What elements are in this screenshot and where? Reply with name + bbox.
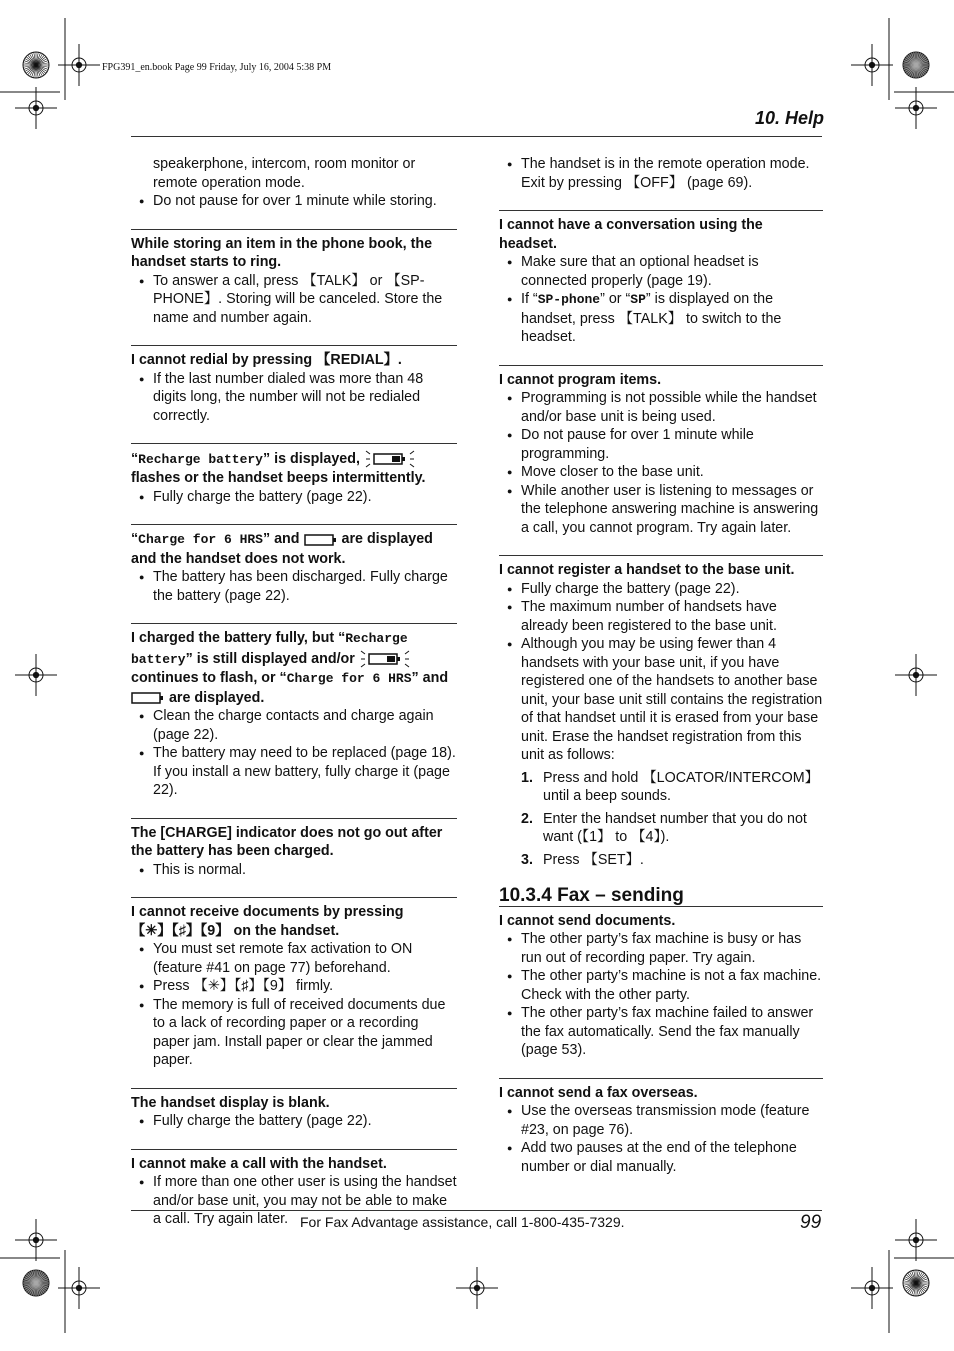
registration-star	[23, 52, 49, 78]
continued-block	[499, 155, 823, 192]
list-item: ● The other party’s fax machine failed to answer the fax automatically. Send the fax manually (page 53).	[499, 1004, 823, 1060]
block-title: “Charge for 6 HRS” and are displayed and the handset does not work.	[131, 531, 433, 567]
page-title: 10. Help	[754, 108, 824, 128]
registration-star	[23, 1270, 49, 1296]
list-item: ● If “SP-phone” or “SP” is displayed on the handset, press 【TALK】 to switch to the headset.	[499, 290, 823, 347]
troubleshoot-block	[131, 345, 457, 425]
registration-crosshair	[456, 1267, 498, 1309]
section-heading: 10.3.4 Fax – sending	[499, 885, 684, 906]
block-title: “Recharge battery” is displayed, flashes or the handset beeps intermittently.	[131, 450, 426, 487]
troubleshoot-block	[499, 906, 823, 1060]
block-title: While storing an item in the phone book, the handset starts to ring.	[131, 235, 433, 270]
registration-crosshair	[851, 44, 893, 86]
registration-crosshair	[851, 1267, 893, 1309]
registration-crosshair	[895, 1219, 937, 1261]
list-item: ● Fully charge the battery (page 22).	[499, 580, 823, 599]
step-item: 3. Press 【SET】.	[521, 851, 644, 868]
registration-star	[903, 1270, 929, 1296]
block-title: I cannot send a fax overseas.	[499, 1084, 698, 1101]
block-title: The [CHARGE] indicator does not go out after the battery has been charged.	[131, 824, 443, 860]
troubleshoot-block	[131, 623, 457, 799]
registration-crosshair	[15, 654, 57, 696]
list-item: ● Clean the charge contacts and charge again (page 22).	[131, 707, 457, 744]
troubleshoot-block	[131, 229, 457, 328]
list-item: ● Add two pauses at the end of the telephone number or dial manually.	[499, 1139, 823, 1176]
continued-text: speakerphone, intercom, room monitor or remote operation mode.	[153, 156, 416, 191]
block-title: The handset display is blank.	[131, 1094, 330, 1111]
registration-crosshair	[58, 44, 100, 86]
block-title: I cannot register a handset to the base unit.	[499, 562, 795, 578]
troubleshoot-block	[499, 365, 823, 538]
list-item: ● To answer a call, press 【TALK】 or 【SP-PHONE】. Storing will be canceled. Store the name and number again.	[131, 272, 457, 328]
list-item: ● Although you may be using fewer than 4 handsets with your base unit, if you have registered one of the handsets to another base unit, your base unit still contains the registration of that handset until it is erased from your base unit. Erase the handset registration from this unit as follows:	[499, 635, 823, 765]
troubleshoot-block	[131, 1088, 457, 1131]
flashing-battery-icon	[364, 449, 416, 469]
list-item: ● If the last number dialed was more than 48 digits long, the number will not be redialed correctly.	[131, 370, 457, 426]
continued-block	[131, 155, 457, 211]
registration-crosshair	[895, 654, 937, 696]
list-item: ● Do not pause for over 1 minute while programming.	[499, 426, 823, 463]
empty-battery-icon	[131, 690, 165, 706]
block-title: I cannot make a call with the handset.	[131, 1155, 387, 1172]
troubleshoot-block	[131, 897, 457, 1070]
list-item: ● If more than one other user is using the handset and/or base unit, you may not be able to make a call. Try again later.	[131, 1173, 457, 1229]
troubleshoot-block	[499, 1078, 823, 1177]
registration-crosshair	[15, 87, 57, 129]
block-title: I cannot send documents.	[499, 912, 676, 929]
troubleshoot-block	[499, 555, 823, 869]
footer-rule	[131, 1210, 822, 1211]
list-item: ● Press 【✳】【♯】【9】 firmly.	[131, 977, 457, 996]
troubleshoot-block	[131, 443, 457, 506]
empty-battery-icon	[304, 532, 338, 548]
list-item: ● The battery has been discharged. Fully charge the battery (page 22).	[131, 568, 457, 605]
step-item: 1. Press and hold 【LOCATOR/INTERCOM】 until a beep sounds.	[521, 769, 819, 804]
right-column	[499, 155, 823, 1194]
troubleshoot-block	[131, 818, 457, 880]
list-item: ● Use the overseas transmission mode (feature #23, on page 76).	[499, 1102, 823, 1139]
list-item: ● Make sure that an optional headset is connected properly (page 19).	[499, 253, 823, 290]
troubleshoot-block	[131, 524, 457, 605]
list-item: ● Programming is not possible while the handset and/or base unit is being used.	[499, 389, 823, 426]
list-item: ● Fully charge the battery (page 22).	[131, 488, 457, 507]
block-title: I cannot redial by pressing 【REDIAL】.	[131, 352, 402, 368]
registration-crosshair	[895, 87, 937, 129]
print-info-line: FPG391_en.book Page 99 Friday, July 16, 2004 5:38 PM	[102, 62, 332, 73]
block-title: I cannot program items.	[499, 371, 662, 388]
block-title: I charged the battery fully, but “Recharge battery” is still displayed and/or continues to flash, or “Charge for 6 HRS” and are displayed.	[131, 630, 449, 706]
block-title: I cannot receive documents by pressing 【✳】【♯】【9】 on the handset.	[131, 904, 404, 939]
list-item: ● This is normal.	[131, 861, 457, 880]
list-item: ● The maximum number of handsets have already been registered to the base unit.	[499, 598, 823, 635]
list-item: ● The other party’s fax machine is busy or has run out of recording paper. Try again.	[499, 930, 823, 967]
footer-assistance-text: For Fax Advantage assistance, call 1-800-435-7329.	[300, 1214, 625, 1230]
step-item: 2. Enter the handset number that you do not want (【1】 to 【4】).	[521, 810, 807, 845]
list-item: ● Move closer to the base unit.	[499, 463, 823, 482]
troubleshoot-block	[499, 210, 823, 347]
list-item: ● While another user is listening to messages or the telephone answering machine is answering a call, you cannot program. Try again later.	[499, 482, 823, 538]
list-item: ● You must set remote fax activation to ON (feature #41 on page 77) beforehand.	[131, 940, 457, 977]
left-column	[131, 155, 457, 1247]
flashing-battery-icon	[359, 649, 411, 669]
list-item: ● The memory is full of received documents due to a lack of recording paper or a recording paper jam. Install paper or clear the jammed paper.	[131, 996, 457, 1070]
list-item: ● Fully charge the battery (page 22).	[131, 1112, 457, 1131]
list-item: ● The handset is in the remote operation mode. Exit by pressing 【OFF】 (page 69).	[499, 155, 823, 192]
registration-crosshair	[58, 1267, 100, 1309]
registration-crosshair	[15, 1219, 57, 1261]
page-number: 99	[800, 1212, 822, 1233]
header-rule	[131, 136, 822, 137]
list-item: ● The battery may need to be replaced (page 18). If you install a new battery, fully charge it (page 22).	[131, 744, 457, 800]
list-item: ● Do not pause for over 1 minute while storing.	[131, 192, 457, 211]
block-title: I cannot have a conversation using the headset.	[499, 217, 763, 252]
list-item: ● The other party’s machine is not a fax machine. Check with the other party.	[499, 967, 823, 1004]
registration-star	[903, 52, 929, 78]
